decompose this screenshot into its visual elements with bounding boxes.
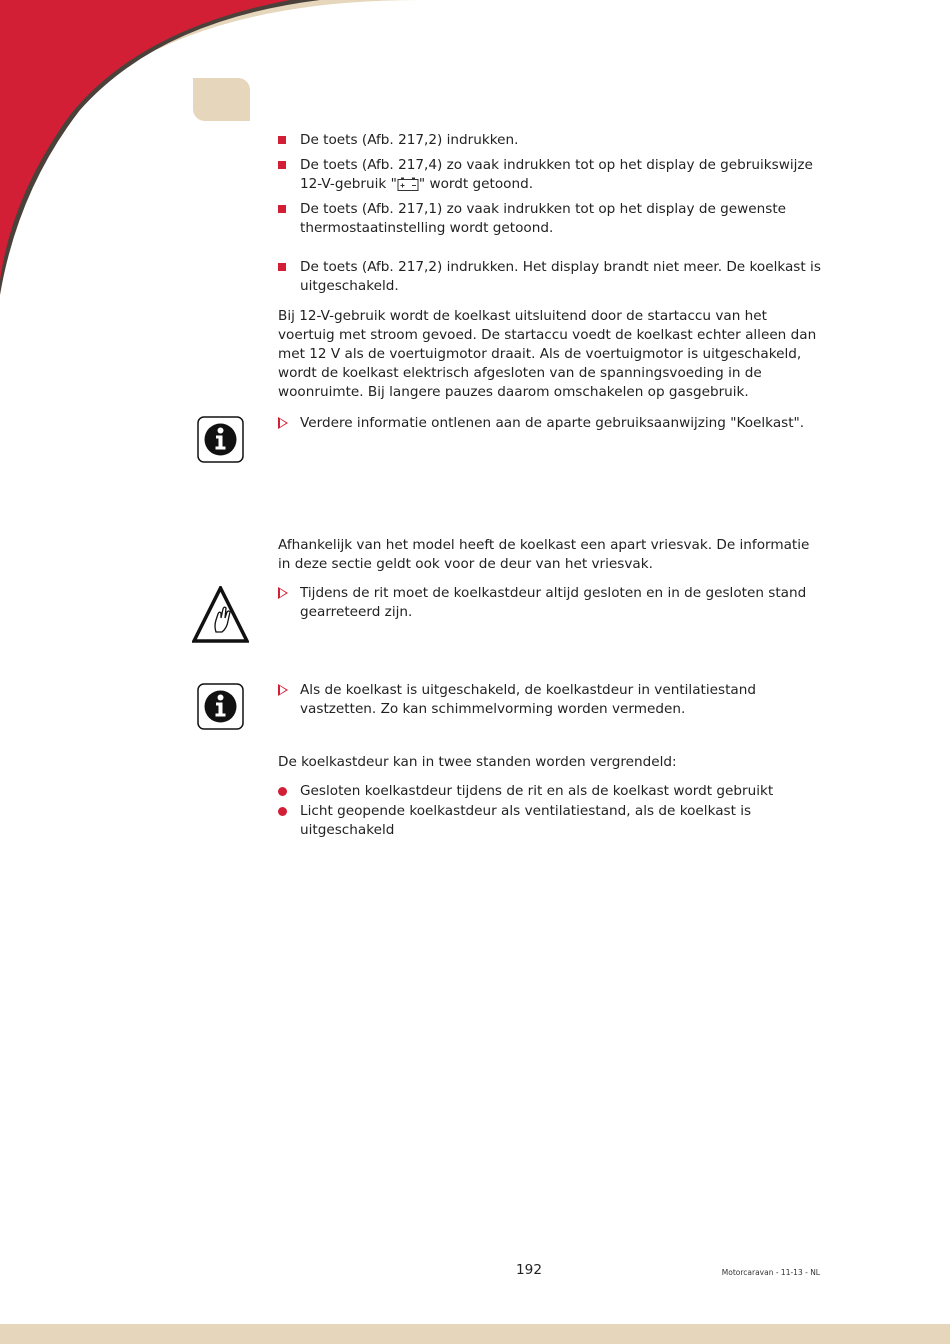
- arrow-bullet-icon: [278, 684, 288, 696]
- note-item: [278, 681, 823, 719]
- square-bullet-icon: [278, 205, 286, 213]
- note-item: [278, 414, 823, 433]
- paragraph-12v: Bij 12-V-gebruik wordt de koelkast uitsluitend door de startaccu van het voertuig met stroom gevoed. De startaccu voedt de koelkast echter alleen dan met 12 V als de voertuigmotor draait. Als de voertuigmotor is uitgeschakeld, wordt de koelkast elektrisch afgesloten van de spanningsvoeding in de woonruimte. Bij langere pauzes daarom omschakelen op gasgebruik.: [278, 308, 817, 400]
- list-item: [278, 782, 823, 801]
- step-item: [278, 156, 823, 194]
- round-bullet-icon: [278, 787, 287, 796]
- arrow-bullet-icon: [278, 587, 288, 599]
- warning-item: [278, 584, 823, 622]
- square-bullet-icon: [278, 136, 286, 144]
- info-icon: [197, 416, 244, 463]
- step-item: [278, 131, 823, 150]
- step-text: De toets (Afb. 217,4) zo vaak indrukken tot op het display de gebruikswijze 12-V-gebruik " " wordt getoond.: [300, 157, 813, 192]
- list-item-text: Licht geopende koelkastdeur als ventilatiestand, als de koelkast is uitgeschakeld: [300, 803, 752, 838]
- paragraph-lock: De koelkastdeur kan in twee standen worden vergrendeld:: [278, 754, 677, 770]
- warning-text: Tijdens de rit moet de koelkastdeur altijd gesloten en in de gesloten stand gearreteerd zijn.: [300, 585, 807, 620]
- document-reference: Motorcaravan - 11-13 - NL: [721, 1268, 820, 1277]
- bottom-bar: [0, 1324, 950, 1344]
- info-icon: [197, 683, 244, 730]
- note-text: Verdere informatie ontlenen aan de aparte gebruiksaanwijzing "Koelkast".: [300, 415, 805, 431]
- step-text: De toets (Afb. 217,2) indrukken.: [300, 132, 519, 148]
- step-text: De toets (Afb. 217,2) indrukken. Het display brandt niet meer. De koelkast is uitgeschakeld.: [300, 259, 821, 294]
- corner-decoration: [0, 0, 420, 300]
- battery-icon: [397, 177, 419, 191]
- page-number: 192: [516, 1262, 542, 1278]
- paragraph-freezer: Afhankelijk van het model heeft de koelkast een apart vriesvak. De informatie in deze sectie geldt ook voor de deur van het vriesvak.: [278, 537, 810, 572]
- step-item: [278, 200, 823, 238]
- square-bullet-icon: [278, 263, 286, 271]
- list-item-text: Gesloten koelkastdeur tijdens de rit en als de koelkast wordt gebruikt: [300, 783, 774, 799]
- note-text: Als de koelkast is uitgeschakeld, de koelkastdeur in ventilatiestand vastzetten. Zo kan schimmelvorming worden vermeden.: [300, 682, 756, 717]
- step-text: De toets (Afb. 217,1) zo vaak indrukken tot op het display de gewenste thermostaatinstelling wordt getoond.: [300, 201, 787, 236]
- square-bullet-icon: [278, 161, 286, 169]
- round-bullet-icon: [278, 807, 287, 816]
- list-item: [278, 802, 823, 840]
- chapter-tab: [193, 78, 250, 121]
- step-item: [278, 258, 823, 296]
- warning-hand-icon: [192, 586, 249, 643]
- arrow-bullet-icon: [278, 417, 288, 429]
